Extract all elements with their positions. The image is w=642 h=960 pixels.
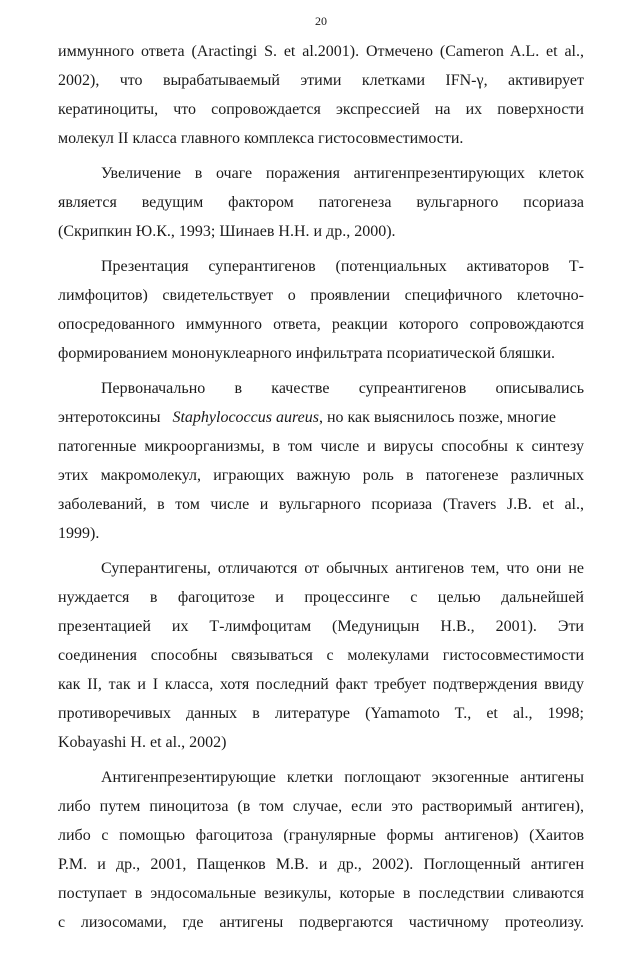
text-line: формированием мононуклеарного инфильтрата псориатической бляшки. — [58, 345, 556, 362]
italic-term: Staphylococcus aureus — [172, 409, 319, 426]
text-line: Презентация суперантигенов (потенциальных активаторов Т- — [101, 258, 584, 275]
text-line: Антигенпрезентирующие клетки поглощают экзогенные антигены — [101, 769, 584, 786]
text-line: иммунного ответа (Aractingi S. et al.2001). Отмечено (Cameron A.L. et al., — [58, 43, 584, 60]
body-text — [58, 37, 584, 937]
text-line: как II, так и I класса, хотя последний факт требует подтверждения ввиду — [58, 676, 584, 693]
text-line: соединения способны связываться с молекулами гистосовместимости — [58, 647, 584, 664]
text-line: заболеваний, в том числе и вульгарного псориаза (Travers J.B. et al., — [58, 496, 584, 513]
text-line: Первоначально в качестве супреантигенов описывались — [101, 380, 584, 397]
paragraph-5 — [58, 554, 584, 757]
text-line: этих макромолекул, играющих важную роль в патогенезе различных — [58, 467, 584, 484]
paragraph-6 — [58, 763, 584, 937]
text-line: (Скрипкин Ю.К., 1993; Шинаев Н.Н. и др., 2000). — [58, 223, 396, 240]
paragraph-3 — [58, 252, 584, 368]
text-line: лимфоцитов) свидетельствует о проявлении специфичного клеточно- — [58, 287, 584, 304]
text-line: презентацией их Т-лимфоцитам (Медуницын Н.В., 2001). Эти — [58, 618, 584, 635]
text-line: 2002), что вырабатываемый этими клетками IFN-γ, активирует — [58, 72, 584, 89]
text-line: Увеличение в очаге поражения антигенпрезентирующих клеток — [101, 165, 584, 182]
text-fragment: , но как выяснилось позже, многие — [318, 409, 557, 426]
text-line: Р.М. и др., 2001, Пащенков М.В. и др., 2002). Поглощенный антиген — [58, 856, 584, 873]
text-line: Kobayashi H. et al., 2002) — [58, 734, 227, 751]
text-line: патогенные микроорганизмы, в том числе и вирусы способны к синтезу — [58, 438, 584, 455]
paragraph-1 — [58, 37, 584, 153]
text-line: молекул II класса главного комплекса гистосовместимости. — [58, 130, 464, 147]
text-line: поступает в эндосомальные везикулы, которые в последствии сливаются — [58, 885, 584, 902]
paragraph-2 — [58, 159, 584, 246]
text-line: противоречивых данных в литературе (Yamamoto T., et al., 1998; — [58, 705, 584, 722]
text-line: с лизосомами, где антигены подвергаются частичному протеолизу. — [58, 914, 584, 931]
text-line: 1999). — [58, 525, 100, 542]
paragraph-4 — [58, 374, 584, 548]
text-line — [58, 403, 584, 432]
text-line: опосредованного иммунного ответа, реакции которого сопровождаются — [58, 316, 584, 333]
text-line: либо путем пиноцитоза (в том случае, если это растворимый антиген), — [58, 798, 584, 815]
text-line: либо с помощью фагоцитоза (гранулярные формы антигенов) (Хаитов — [58, 827, 584, 844]
page-number: 20 — [315, 14, 327, 28]
text-line: Суперантигены, отличаются от обычных антигенов тем, что они не — [101, 560, 584, 577]
text-line: кератиноциты, что сопровождается экспрессией на их поверхности — [58, 101, 584, 118]
text-fragment: энтеротоксины — [58, 409, 161, 426]
text-line: нуждается в фагоцитозе и процессинге с целью дальнейшей — [58, 589, 584, 606]
text-line: является ведущим фактором патогенеза вульгарного псориаза — [58, 194, 584, 211]
